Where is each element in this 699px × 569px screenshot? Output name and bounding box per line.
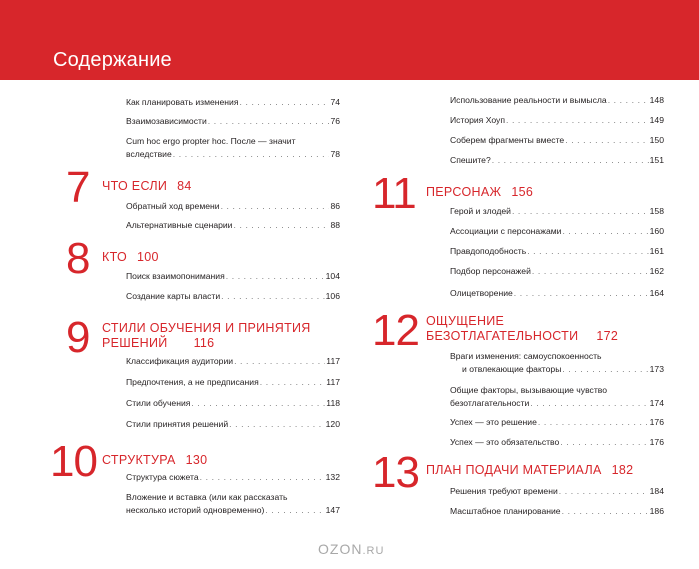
toc-entry[interactable] xyxy=(450,265,664,278)
dot-leader xyxy=(506,114,649,127)
chapter-title[interactable] xyxy=(426,185,533,200)
entry-title: Подбор персонажей xyxy=(450,266,531,276)
toc-entry[interactable] xyxy=(126,397,340,410)
toc-entry[interactable] xyxy=(126,96,340,109)
chapter-title-text: КТО xyxy=(102,250,127,264)
dot-leader xyxy=(234,355,325,368)
dot-leader xyxy=(226,270,325,283)
entry-page: 120 xyxy=(325,419,340,429)
ozon-watermark xyxy=(318,541,384,557)
toc-entry[interactable] xyxy=(450,505,664,518)
entry-page: 104 xyxy=(325,271,340,281)
entry-title: Альтернативные сценарии xyxy=(126,220,233,230)
toc-entry-multiline[interactable] xyxy=(450,384,664,410)
dot-leader xyxy=(191,397,325,410)
dot-leader xyxy=(532,265,649,278)
dot-leader xyxy=(559,485,649,498)
chapter-number: 11 xyxy=(372,169,416,218)
dot-leader xyxy=(240,96,330,109)
dot-leader xyxy=(560,436,648,449)
dot-leader xyxy=(200,471,325,484)
entry-title: Как планировать изменения xyxy=(126,97,239,107)
toc-entry[interactable] xyxy=(126,200,340,213)
entry-page: 161 xyxy=(649,246,664,256)
entry-title: Герой и злодей xyxy=(450,206,511,216)
entry-title: Структура сюжета xyxy=(126,472,199,482)
toc-entry[interactable] xyxy=(126,471,340,484)
toc-entry[interactable] xyxy=(450,245,664,258)
toc-entry[interactable] xyxy=(450,154,664,167)
entry-title-line1: Враги изменения: самоуспокоенность xyxy=(450,351,602,361)
chapter-page: 156 xyxy=(511,185,534,199)
entry-page: 184 xyxy=(649,486,664,496)
entry-title-line2: вследствие xyxy=(126,149,172,159)
chapter-title-line1: СТИЛИ ОБУЧЕНИЯ И ПРИНЯТИЯ xyxy=(102,321,311,335)
toc-entry-multiline[interactable] xyxy=(126,491,340,517)
entry-page: 78 xyxy=(330,149,340,159)
entry-title: История Хоуп xyxy=(450,115,505,125)
toc-entry-multiline[interactable] xyxy=(450,350,664,376)
chapter-title[interactable] xyxy=(102,453,207,468)
entry-page: 74 xyxy=(330,97,340,107)
entry-title: Масштабное планирование xyxy=(450,506,561,516)
entry-title: Классификация аудитории xyxy=(126,356,234,366)
entry-title: Использование реальности и вымысла xyxy=(450,95,607,105)
entry-page: 151 xyxy=(649,155,664,165)
entry-page: 117 xyxy=(326,356,340,366)
toc-entry[interactable] xyxy=(450,205,664,218)
toc-entry[interactable] xyxy=(126,270,340,283)
entry-page: 88 xyxy=(330,220,340,230)
entry-page: 162 xyxy=(649,266,664,276)
chapter-title-text: СТРУКТУРА xyxy=(102,453,176,467)
dot-leader xyxy=(565,134,648,147)
entry-page: 117 xyxy=(326,377,340,387)
entry-title-line1: Общие факторы, вызывающие чувство xyxy=(450,385,608,395)
chapter-page: 84 xyxy=(177,179,192,193)
chapter-title[interactable] xyxy=(102,179,192,194)
dot-leader xyxy=(538,416,649,429)
dot-leader xyxy=(527,245,648,258)
toc-entry[interactable] xyxy=(450,225,664,238)
entry-page: 176 xyxy=(649,437,664,447)
chapter-title-line2: РЕШЕНИЙ xyxy=(102,336,168,350)
header-band xyxy=(0,0,699,80)
toc-entry[interactable] xyxy=(126,418,340,431)
entry-title: Успех — это решение xyxy=(450,417,537,427)
entry-page: 160 xyxy=(649,226,664,236)
chapter-page: 116 xyxy=(193,336,215,350)
entry-title-line2: несколько историй одновременно) xyxy=(126,505,265,515)
chapter-title[interactable] xyxy=(426,463,633,478)
chapter-page: 182 xyxy=(611,463,634,477)
entry-page: 176 xyxy=(649,417,664,427)
entry-title: Ассоциации с персонажами xyxy=(450,226,562,236)
entry-title: Взаимозависимости xyxy=(126,116,207,126)
entry-title: Поиск взаимопонимания xyxy=(126,271,225,281)
toc-entry[interactable] xyxy=(126,115,340,128)
entry-title: Соберем фрагменты вместе xyxy=(450,135,565,145)
entry-page: 106 xyxy=(325,291,340,301)
entry-title: Решения требуют времени xyxy=(450,486,558,496)
entry-page: 186 xyxy=(649,506,664,516)
entry-title: Спешите? xyxy=(450,155,491,165)
entry-title-line1: Cum hoc ergo propter hoc. После — значит xyxy=(126,136,296,146)
entry-title: Предпочтения, а не предписания xyxy=(126,377,259,387)
chapter-title[interactable] xyxy=(426,314,618,344)
watermark-brand: OZON xyxy=(318,541,363,557)
dot-leader xyxy=(221,200,330,213)
entry-page: 174 xyxy=(649,398,664,408)
chapter-title-text: ЧТО ЕСЛИ xyxy=(102,179,168,193)
toc-entry[interactable] xyxy=(126,219,340,232)
entry-page: 76 xyxy=(330,116,340,126)
toc-entry[interactable] xyxy=(450,416,664,429)
entry-title: Успех — это обязательство xyxy=(450,437,560,447)
toc-entry[interactable] xyxy=(126,355,340,368)
toc-entry-multiline[interactable] xyxy=(126,135,340,161)
chapter-page: 172 xyxy=(596,329,619,343)
chapter-page: 130 xyxy=(185,453,208,467)
entry-page: 173 xyxy=(649,364,664,374)
entry-page: 150 xyxy=(649,135,664,145)
chapter-number: 12 xyxy=(372,306,419,355)
chapter-title-text: ПЛАН ПОДАЧИ МАТЕРИАЛА xyxy=(426,463,602,477)
dot-leader xyxy=(530,397,648,410)
dot-leader xyxy=(208,115,330,128)
entry-page: 118 xyxy=(326,398,340,408)
dot-leader xyxy=(514,287,649,300)
dot-leader xyxy=(229,418,325,431)
chapter-number: 13 xyxy=(372,448,419,497)
entry-page: 148 xyxy=(649,95,664,105)
watermark-tld: .RU xyxy=(362,545,385,557)
toc-entry[interactable] xyxy=(450,436,664,449)
entry-page: 147 xyxy=(325,505,340,515)
dot-leader xyxy=(562,225,648,238)
dot-leader xyxy=(492,154,649,167)
dot-leader xyxy=(265,504,324,517)
dot-leader xyxy=(221,290,324,303)
toc-entry[interactable] xyxy=(450,134,664,147)
chapter-title[interactable] xyxy=(102,250,159,265)
entry-title: Создание карты власти xyxy=(126,291,221,301)
entry-title-line2: и отвлекающие факторы xyxy=(462,364,562,374)
toc-entry[interactable] xyxy=(450,287,664,300)
entry-page: 164 xyxy=(649,288,664,298)
chapter-number: 8 xyxy=(66,234,90,283)
toc-entry[interactable] xyxy=(126,376,340,389)
page-title: Содержание xyxy=(53,49,172,71)
entry-title-line2: безотлагательности xyxy=(450,398,530,408)
chapter-title-line2: БЕЗОТЛАГАТЕЛЬНОСТИ xyxy=(426,329,579,343)
chapter-title-line1: ОЩУЩЕНИЕ xyxy=(426,314,505,328)
toc-entry[interactable] xyxy=(450,485,664,498)
chapter-number: 10 xyxy=(50,437,97,486)
toc-entry[interactable] xyxy=(450,114,664,127)
entry-page: 149 xyxy=(649,115,664,125)
dot-leader xyxy=(260,376,326,389)
dot-leader xyxy=(512,205,649,218)
entry-title: Стили обучения xyxy=(126,398,191,408)
entry-title-line1: Вложение и вставка (или как рассказать xyxy=(126,492,288,502)
dot-leader xyxy=(173,148,330,161)
toc-entry[interactable] xyxy=(450,94,664,107)
chapter-title-text: ПЕРСОНАЖ xyxy=(426,185,502,199)
chapter-number: 7 xyxy=(66,163,90,212)
dot-leader xyxy=(562,505,649,518)
entry-title: Стили принятия решений xyxy=(126,419,229,429)
chapter-page: 100 xyxy=(136,250,159,264)
dot-leader xyxy=(234,219,330,232)
toc-entry[interactable] xyxy=(126,290,340,303)
dot-leader xyxy=(562,363,648,376)
entry-page: 132 xyxy=(325,472,340,482)
entry-title: Обратный ход времени xyxy=(126,201,220,211)
chapter-number: 9 xyxy=(66,313,90,362)
entry-title: Правдоподобность xyxy=(450,246,527,256)
entry-page: 158 xyxy=(649,206,664,216)
chapter-title[interactable] xyxy=(102,321,311,351)
dot-leader xyxy=(608,94,649,107)
entry-page: 86 xyxy=(330,201,340,211)
entry-title: Олицетворение xyxy=(450,288,513,298)
